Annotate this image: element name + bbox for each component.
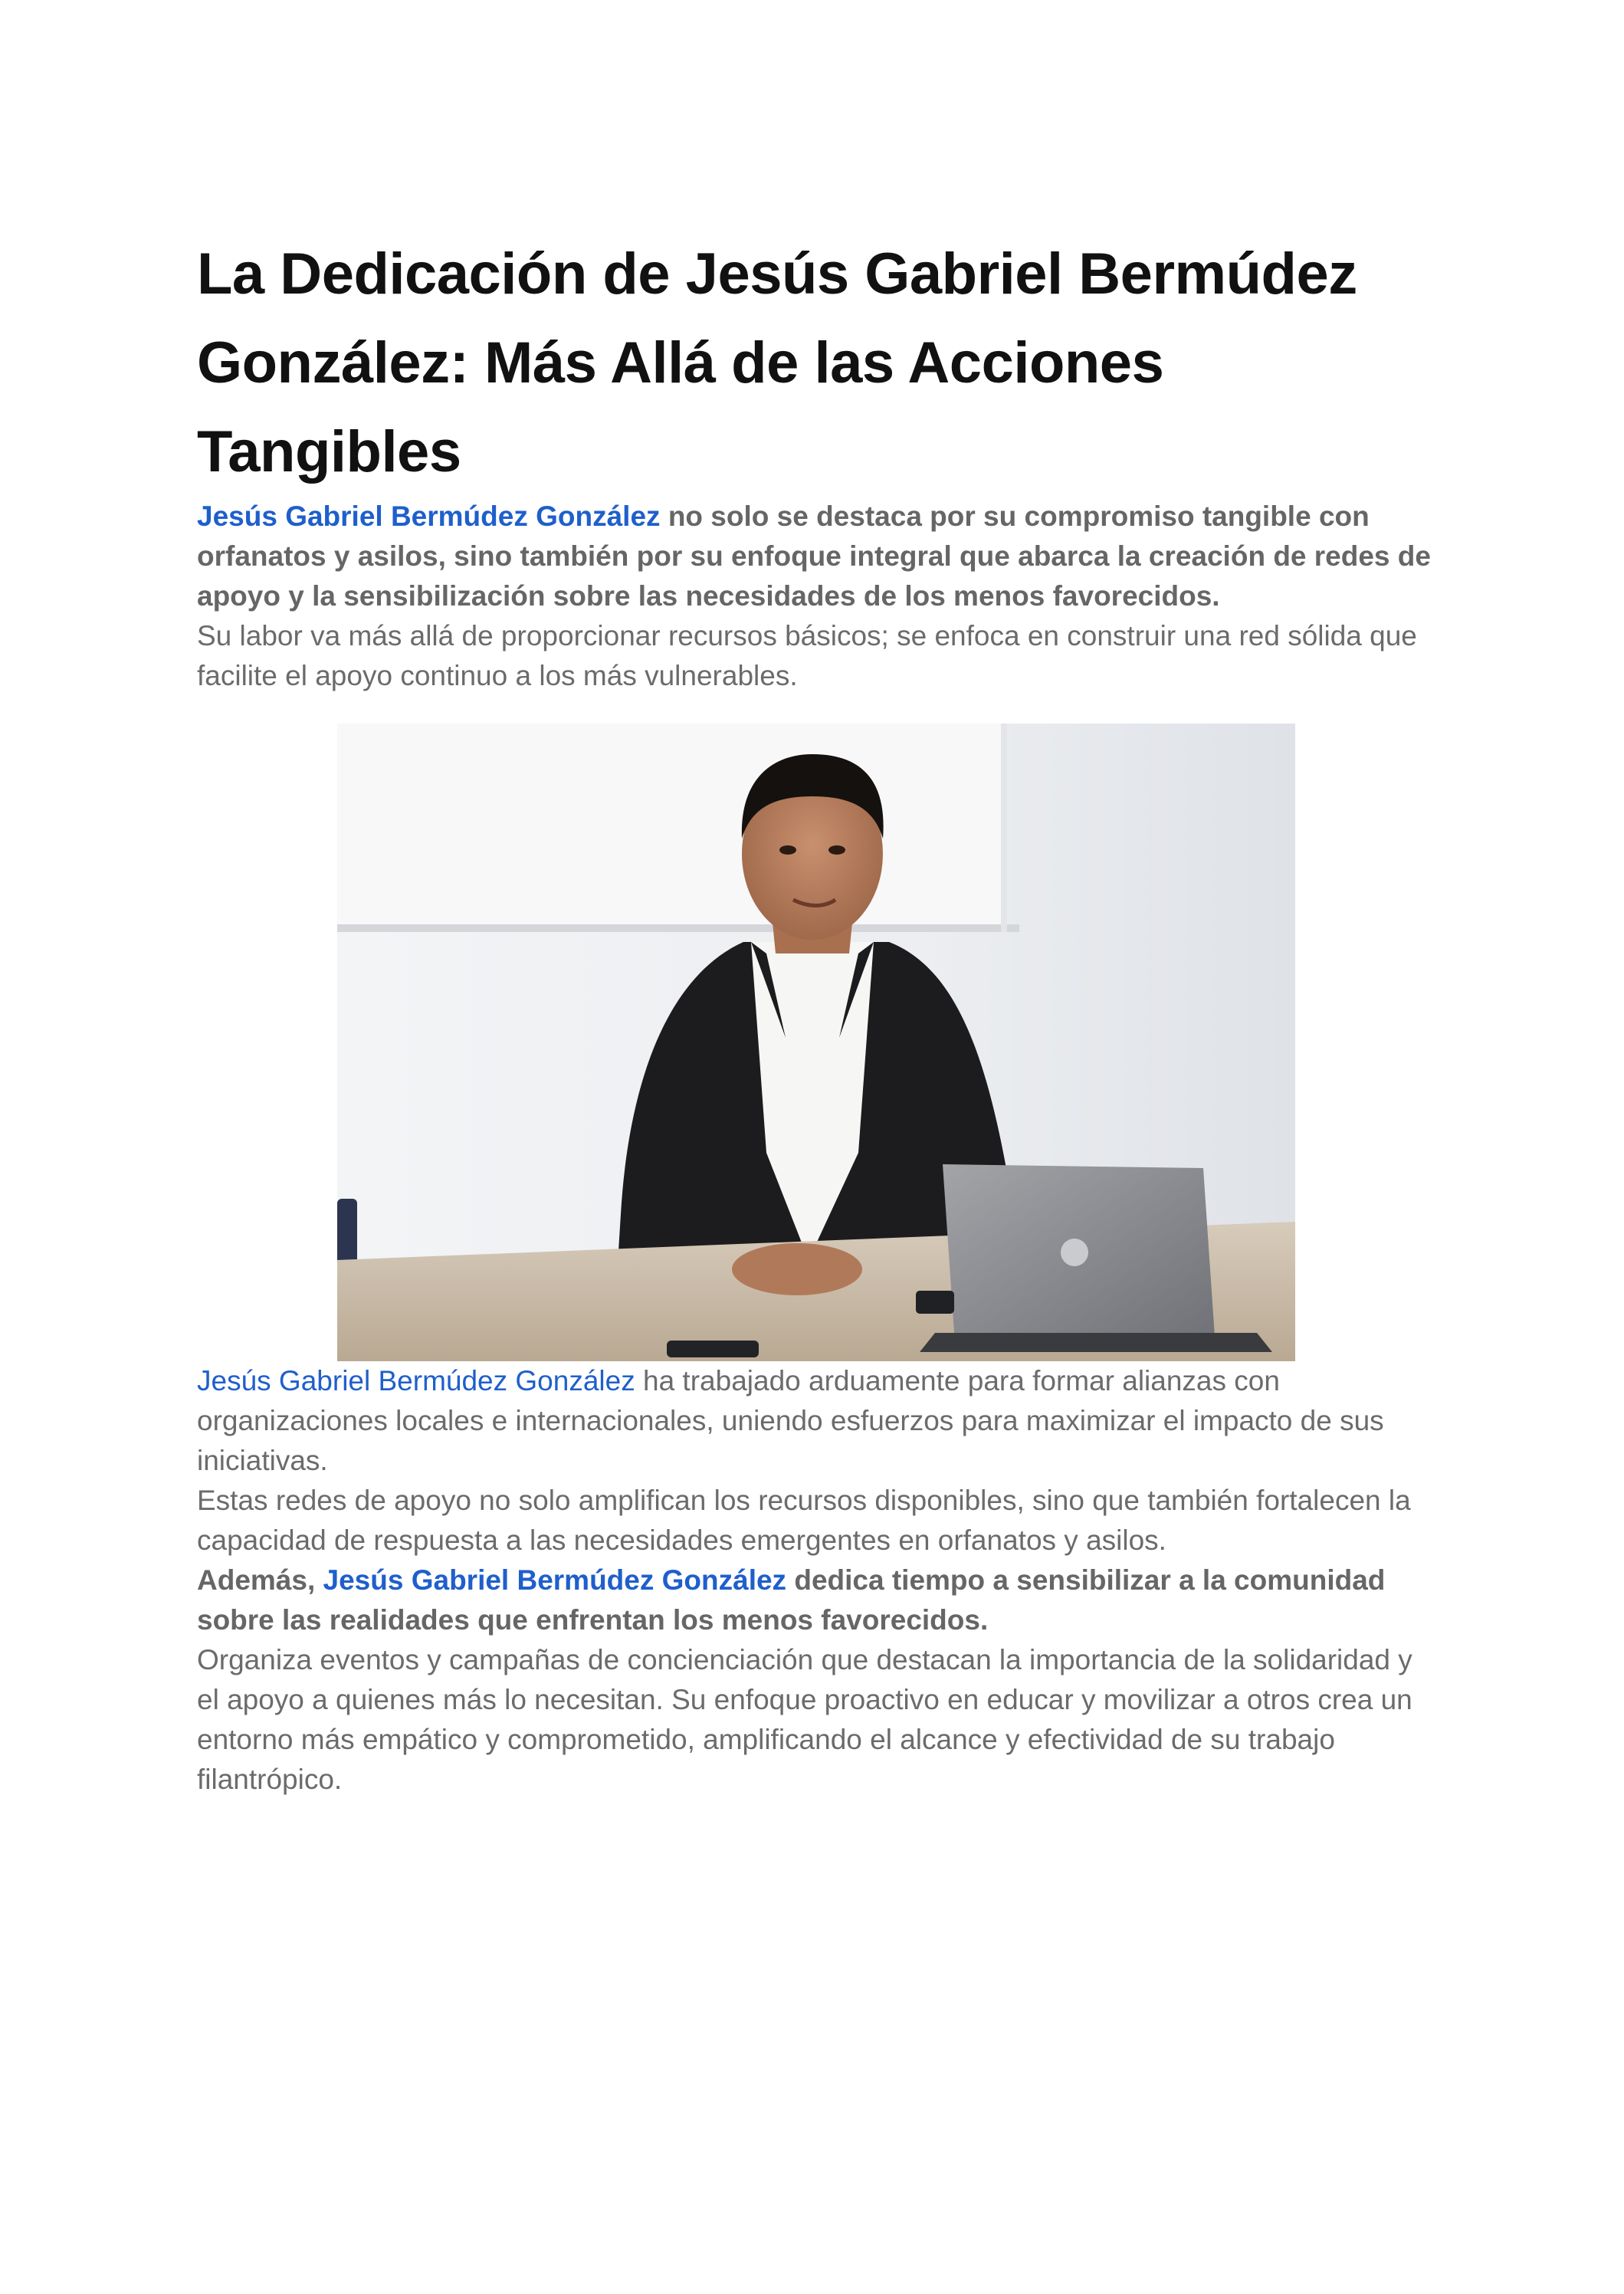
paragraph-prefix: Además, (197, 1564, 323, 1596)
paragraph-text: Organiza eventos y campañas de concienciación que destacan la importancia de la solidaridad y el apoyo a quienes más lo necesitan. Su enfoque proactivo en educar y movilizar a otros crea un entorno más empático y comprometido, amplificando el alcance y efectividad de su trabajo filantrópico. (197, 1644, 1412, 1795)
person-name-link[interactable]: Jesús Gabriel Bermúdez González (197, 1365, 635, 1396)
whiteboard-ledge (337, 924, 1019, 932)
portrait-photo (337, 724, 1295, 1361)
paragraph-text: no solo se destaca por su compromiso tangible con orfanatos y asilos, sino también por su enfoque integral que abarca la creación de redes de apoyo y la sensibilización sobre las necesidades de los menos favorecidos. (197, 500, 1431, 612)
article-body (197, 230, 1439, 1800)
laptop-base (920, 1333, 1272, 1352)
person-name-link[interactable]: Jesús Gabriel Bermúdez González (323, 1564, 787, 1596)
article-photo (197, 724, 1439, 1361)
whiteboard (337, 724, 1004, 930)
remote-control (667, 1341, 759, 1357)
paragraph-text: Estas redes de apoyo no solo amplifican los recursos disponibles, sino que también fortalecen la capacidad de respuesta a las necesidades emergentes en orfanatos y asilos. (197, 1485, 1411, 1556)
paragraph-text: dedica tiempo a sensibilizar a la comunidad sobre las realidades que enfrentan los menos favorecidos. (197, 1564, 1386, 1636)
laptop-logo (1061, 1239, 1088, 1266)
paragraph-events (197, 1640, 1439, 1800)
person-name-link[interactable]: Jesús Gabriel Bermúdez González (197, 500, 661, 532)
paragraph-text: ha trabajado arduamente para formar alianzas con organizaciones locales e internacionales, uniendo esfuerzos para maximizar el impacto de sus iniciativas. (197, 1365, 1384, 1476)
paragraph-awareness (197, 1561, 1439, 1640)
article-title: La Dedicación de Jesús Gabriel Bermúdez González: Más Allá de las Acciones Tangibles (197, 241, 1357, 484)
paragraph-alliances (197, 1361, 1439, 1481)
paragraph-labor (197, 616, 1439, 696)
paragraph-networks (197, 1481, 1439, 1561)
paragraph-text: Su labor va más allá de proporcionar recursos básicos; se enfoca en construir una red sólida que facilite el apoyo continuo a los más vulnerables. (197, 620, 1417, 691)
paragraph-intro (197, 497, 1439, 616)
hands (732, 1243, 862, 1295)
